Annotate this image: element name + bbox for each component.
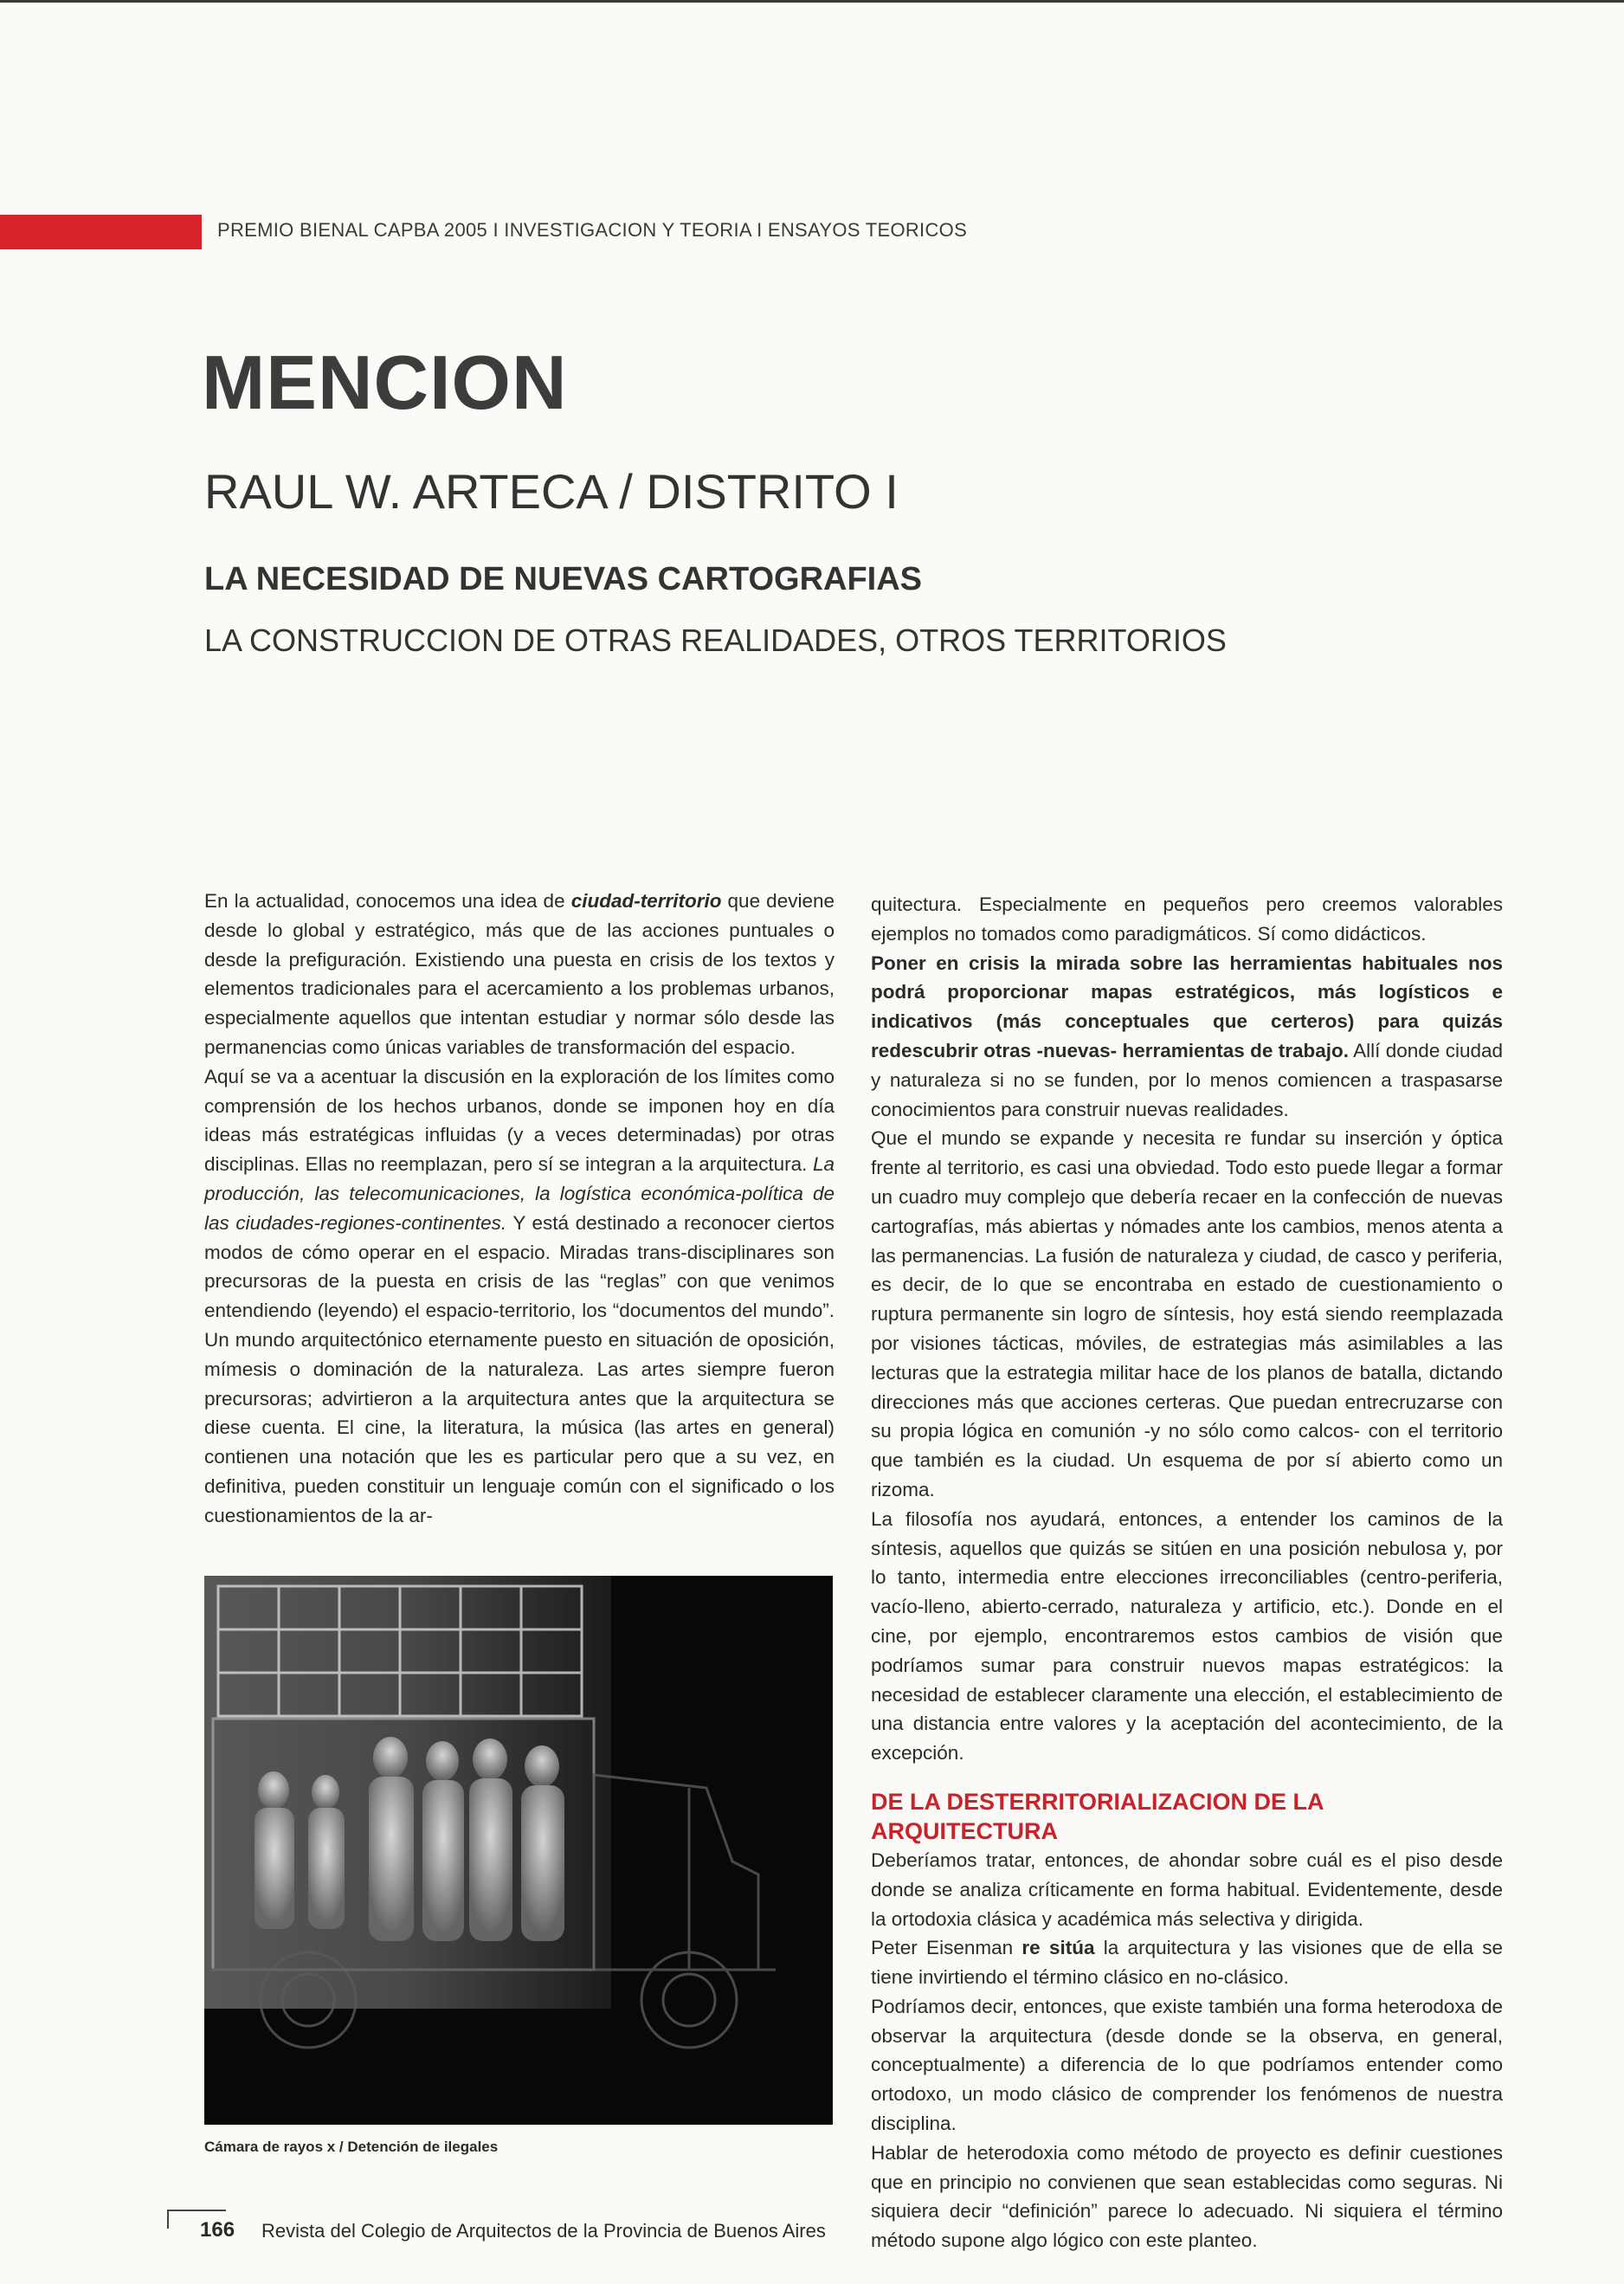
bold-term: re sitúa [1021,1937,1095,1959]
section-subheading: DE LA DESTERRITORIALIZACION DE LA ARQUITECTURA [871,1788,1324,1844]
xray-truck-photo [204,1576,833,2125]
essay-title: LA NECESIDAD DE NUEVAS CARTOGRAFIAS [204,561,923,597]
section-color-bar [0,215,202,249]
author-line: RAUL W. ARTECA / DISTRITO I [204,464,899,519]
paragraph: Aquí se va a acentuar la discusión en la exploración de los límites como comprensión de los hechos urbanos, donde se imponen hoy en día ideas más estratégicas influidas (y a veces determinadas) por otras disciplinas. Ellas no reemplazan, pero sí se integran a la arquitectura. La producción, las telecomunicaciones, la logística económica-política de las ciudades-regiones-continentes. Y está destinado a reconocer ciertos modos de cómo operar en el espacio. Miradas trans-disciplinares son precursoras de la puesta en crisis de las “reglas” con que venimos entendiendo (leyendo) el espacio-territorio, los “documentos del mundo”. Un mundo arquitectónico eternamente puesto en situación de oposición, mímesis o dominación de la naturaleza. Las artes siempre fueron precursoras; advirtieron a la arquitectura antes que la arquitectura se diese cuenta. El cine, la literatura, la música (las artes en general) contienen una notación que les es particular pero que a su vez, en definitiva, pueden constituir un lenguaje común con el significado o los cuestionamientos de la ar- [204,1065,835,1526]
xray-truck-image [204,1576,833,2125]
top-rule [0,0,1624,3]
paragraph: Poner en crisis la mirada sobre las herramientas habituales nos podrá proporcionar mapas estratégicos, más logísticos e indicativos (más conceptuales que certeros) para quizás redescubrir otras -nuevas- herramientas de trabajo. Allí donde ciudad y naturaleza si no se funden, por lo menos comiencen a traspasarse conocimientos para construir nuevas realidades. [871,952,1503,1120]
left-column [204,887,835,1531]
paragraph: La filosofía nos ayudará, entonces, a entender los caminos de la síntesis, aquellos que quizás se sitúen en una posición nebulosa y, por lo tanto, intermedia entre elecciones irreconciliables (centro-periferia, vacío-lleno, abierto-cerrado, naturaleza y artificio, etc.). Donde en el cine, por ejemplo, encontraremos estos cambios de visión que podríamos sumar para construir nuevos mapas estratégicos: la necesidad de establecer claramente una elección, el establecimiento de una distancia entre valores y la aceptación del acontecimiento, de la excepción. [871,1507,1503,1765]
footer-corner-mark-horizontal [167,2210,226,2211]
publication-name: Revista del Colegio de Arquitectos de la Provincia de Buenos Aires [261,2220,826,2242]
essay-subtitle: LA CONSTRUCCION DE OTRAS REALIDADES, OTROS TERRITORIOS [204,623,1227,658]
paragraph: Hablar de heterodoxia como método de proyecto es definir cuestiones que en principio no convienen que sean establecidas como seguras. Ni siquiera decir “definición” parece lo adecuado. Ni siquiera el término método supone algo lógico con este planteo. [871,2141,1503,2252]
paragraph: Deberíamos tratar, entonces, de ahondar sobre cuál es el piso desde donde se analiza críticamente en forma habitual. Evidentemente, desde la ortodoxia clásica y académica más selectiva y dirigida. [871,1848,1503,1930]
paragraph: En la actualidad, conocemos una idea de ciudad-territorio que deviene desde lo global y estratégico, más que de las acciones puntuales o desde la prefiguración. Existiendo una puesta en crisis de los textos y elementos tradicionales para el acercamiento a los problemas urbanos, especialmente aquellos que intentan estudiar y normar sólo desde las permanencias como únicas variables de transformación del espacio. [204,890,835,1058]
right-column [871,890,1503,2255]
page-number: 166 [200,2218,235,2242]
figure-caption: Cámara de rayos x / Detención de ilegales [204,2139,499,2155]
bold-statement: Poner en crisis la mirada sobre las herramientas habituales nos podrá proporcionar mapas estratégicos, más logísticos e indicativos (más conceptuales que certeros) para quizás redescubrir otras -nuevas- herramientas de trabajo. [871,952,1503,1061]
section-breadcrumb: PREMIO BIENAL CAPBA 2005 I INVESTIGACION Y TEORIA I ENSAYOS TEORICOS [217,219,968,241]
page-title: MENCION [202,339,568,425]
italic-phrase: La producción, las telecomunicaciones, la logística económica-política de las ciudades-regiones-continentes. [204,1153,835,1234]
emphasis-term: ciudad-territorio [570,890,722,912]
paragraph: Peter Eisenman re sitúa la arquitectura y las visiones que de ella se tiene invirtiendo el término clásico en no-clásico. [871,1937,1503,1989]
paragraph: Podríamos decir, entonces, que existe también una forma heterodoxa de observar la arquitectura (desde donde se la observa, en general, conceptualmente) a diferencia de lo que podríamos entender como ortodoxo, un modo clásico de comprender los fenómenos de nuestra disciplina. [871,1995,1503,2135]
footer-corner-mark [167,2210,169,2229]
paragraph: Que el mundo se expande y necesita re fundar su inserción y óptica frente al territorio, es casi una obviedad. Todo esto puede llegar a formar un cuadro muy complejo que debería recaer en la confección de nuevas cartografías, más abiertas y nómades ante los cambios, menos atenta a las permanencias. La fusión de naturaleza y ciudad, de casco y periferia, es decir, de lo que se encontraba en estado de cuestionamiento o ruptura permanente sin logro de síntesis, hoy está siendo reemplazada por visiones tácticas, móviles, de estrategias más asimilables a las lecturas que la estrategia militar hace de los planos de batalla, dictando direcciones más que acciones certeras. Que puedan entrecruzarse con su propia lógica en comunión -y no sólo como calcos- con el territorio que también es la ciudad. Un esquema de por sí abierto como un rizoma. [871,1127,1503,1500]
paragraph: quitectura. Especialmente en pequeños pero creemos valorables ejemplos no tomados como paradigmáticos. Sí como didácticos. [871,894,1503,945]
